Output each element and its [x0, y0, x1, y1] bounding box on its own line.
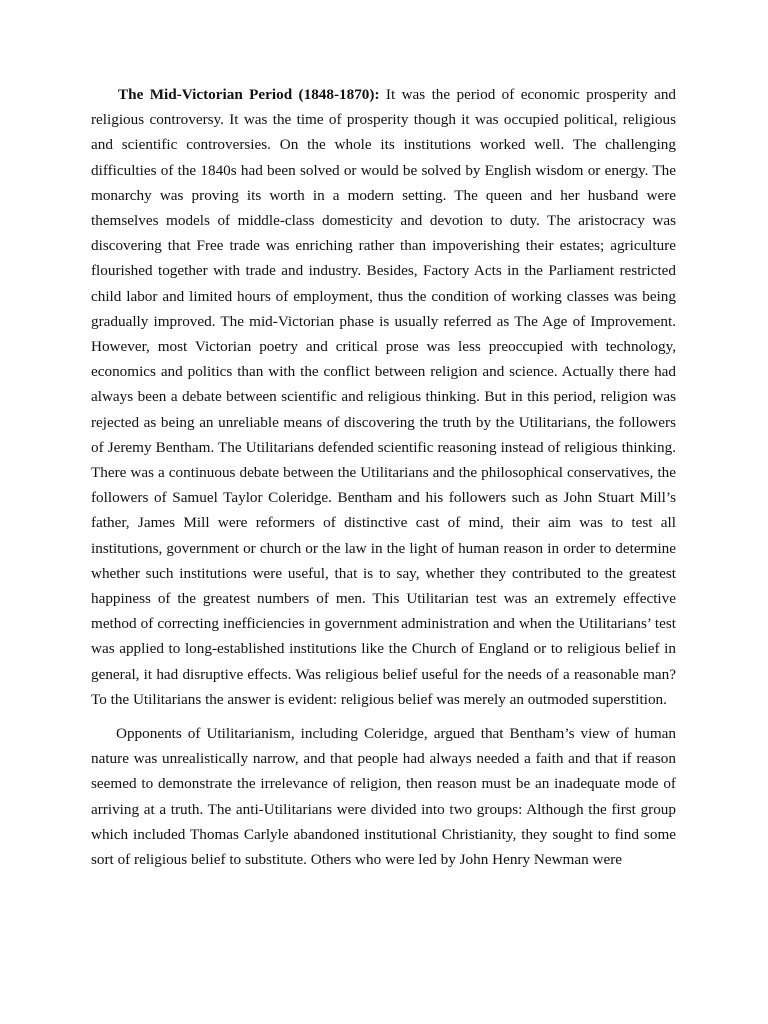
- paragraph-text: Opponents of Utilitarianism, including Coleridge, argued that Bentham’s view of human nature was unrealistically narrow, and that people had always needed a faith and that if reason seemed to demonstrate the irrelevance of religion, then reason must be an inadequate mode of arriving at a truth. The anti-Utilitarians were divided into two groups: Although the first group which included Thomas Carlyle abandoned institutional Christianity, they sought to find some sort of religious belief to substitute. Others who were led by John Henry Newman were: [91, 725, 676, 869]
- paragraph-opponents-of-utilitarianism: [91, 721, 676, 872]
- document-body: [91, 82, 676, 872]
- paragraph-text: It was the period of economic prosperity and religious controversy. It was the time of prosperity though it was occupied political, religious and scientific controversies. On the whole its institutions worked well. The challenging difficulties of the 1840s had been solved or would be solved by English wisdom or energy. The monarchy was proving its worth in a modern setting. The queen and her husband were themselves models of middle-class domesticity and devotion to duty. The aristocracy was discovering that Free trade was enriching rather than impoverishing their estates; agriculture flourished together with trade and industry. Besides, Factory Acts in the Parliament restricted child labor and limited hours of employment, thus the condition of working classes was being gradually improved. The mid-Victorian phase is usually referred as The Age of Improvement. However, most Victorian poetry and critical prose was less preoccupied with technology, economics and politics than with the conflict between religion and science. Actually there had always been a debate between scientific and religious thinking. But in this period, religion was rejected as being an unreliable means of discovering the truth by the Utilitarians, the followers of Jeremy Bentham. The Utilitarians defended scientific reasoning instead of religious thinking. There was a continuous debate between the Utilitarians and the philosophical conservatives, the followers of Samuel Taylor Coleridge. Bentham and his followers such as John Stuart Mill’s father, James Mill were reformers of distinctive cast of mind, their aim was to test all institutions, government or church or the law in the light of human reason in order to determine whether such institutions were useful, that is to say, whether they contributed to the greatest happiness of the greatest numbers of men. This Utilitarian test was an extremely effective method of correcting inefficiencies in government administration and when the Utilitarians’ test was applied to long-established institutions like the Church of England or to religious belief in general, it had disruptive effects. Was religious belief useful for the needs of a reasonable man? To the Utilitarians the answer is evident: religious belief was merely an outmoded superstition.: [91, 86, 677, 708]
- paragraph-mid-victorian-period: [91, 82, 676, 712]
- section-heading: The Mid-Victorian Period (1848-1870):: [118, 86, 380, 103]
